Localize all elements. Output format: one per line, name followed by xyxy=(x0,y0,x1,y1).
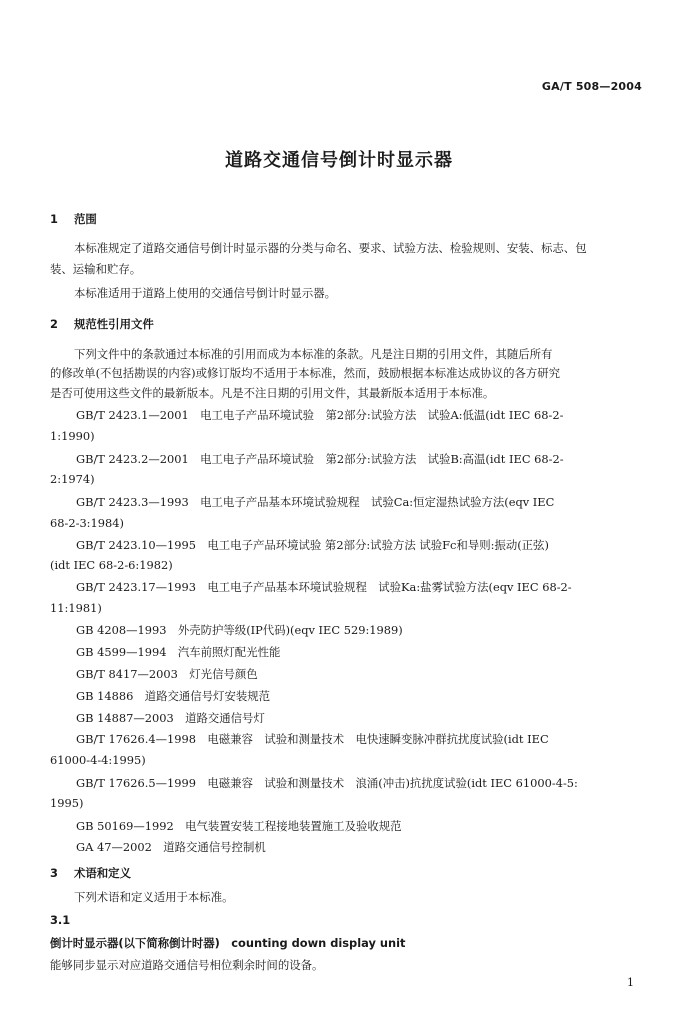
section-2-title: 规范性引用文件 xyxy=(74,317,154,331)
term-definition: 能够同步显示对应道路交通信号相位剩余时间的设备。 xyxy=(50,958,324,972)
section-2-number: 2 xyxy=(50,317,58,331)
reference-11-line-2: 61000-4-4:1995) xyxy=(50,753,146,767)
standard-code: GA/T 508—2004 xyxy=(541,80,642,93)
reference-7: GB 4599—1994 汽车前照灯配光性能 xyxy=(76,645,281,659)
section-3-heading xyxy=(50,865,646,882)
section-3-title: 术语和定义 xyxy=(74,866,131,880)
section-1-number: 1 xyxy=(50,212,58,226)
reference-8: GB/T 8417—2003 灯光信号颜色 xyxy=(76,667,258,681)
reference-2-line-2: 2:1974) xyxy=(50,472,95,486)
section-1-heading xyxy=(50,211,646,228)
reference-10: GB 14887—2003 道路交通信号灯 xyxy=(76,711,265,725)
reference-4-line-2: (idt IEC 68-2-6:1982) xyxy=(50,558,173,572)
section-2-intro-line-1: 下列文件中的条款通过本标准的引用而成为本标准的条款。凡是注日期的引用文件，其随后所有 xyxy=(74,347,553,361)
subsection-3-1-number: 3.1 xyxy=(50,913,71,927)
section-2-heading xyxy=(50,316,646,333)
reference-9: GB 14886 道路交通信号灯安装规范 xyxy=(76,689,271,703)
section-1-paragraph-2: 本标准适用于道路上使用的交通信号倒计时显示器。 xyxy=(74,286,336,300)
reference-14: GA 47—2002 道路交通信号控制机 xyxy=(76,840,266,854)
reference-11-line-1: GB/T 17626.4—1998 电磁兼容 试验和测量技术 电快速瞬变脉冲群抗扰度试验(idt IEC xyxy=(76,732,549,746)
reference-12-line-2: 1995) xyxy=(50,796,84,810)
reference-1-line-2: 1:1990) xyxy=(50,429,95,443)
section-3-intro: 下列术语和定义适用于本标准。 xyxy=(74,890,234,904)
section-3-number: 3 xyxy=(50,866,58,880)
section-2-intro-line-3: 是否可使用这些文件的最新版本。凡是不注日期的引用文件，其最新版本适用于本标准。 xyxy=(50,386,495,400)
section-1-paragraph-1-line-2: 装、运输和贮存。 xyxy=(50,262,142,276)
document-title: 道路交通信号倒计时显示器 xyxy=(225,150,453,171)
section-1-paragraph-1-line-1: 本标准规定了道路交通信号倒计时显示器的分类与命名、要求、试验方法、检验规则、安装、标志、包 xyxy=(74,241,587,255)
page-number: 1 xyxy=(627,976,634,989)
reference-3-line-2: 68-2-3:1984) xyxy=(50,516,124,530)
section-1-title: 范围 xyxy=(74,212,97,226)
section-2-intro-line-2: 的修改单(不包括勘误的内容)或修订版均不适用于本标准，然而，鼓励根据本标准达成协议的各方研究 xyxy=(50,366,561,380)
reference-3-line-1: GB/T 2423.3—1993 电工电子产品基本环境试验规程 试验Ca:恒定湿热试验方法(eqv IEC xyxy=(76,495,555,509)
reference-6: GB 4208—1993 外壳防护等级(IP代码)(eqv IEC 529:1989) xyxy=(76,623,403,637)
reference-2-line-1: GB/T 2423.2—2001 电工电子产品环境试验 第2部分:试验方法 试验B:高温(idt IEC 68-2- xyxy=(76,452,564,466)
reference-4-line-1: GB/T 2423.10—1995 电工电子产品环境试验 第2部分:试验方法 试验Fc和导则:振动(正弦) xyxy=(76,538,549,552)
term-entry: 倒计时显示器(以下简称倒计时器) counting down display unit xyxy=(50,936,406,950)
reference-13: GB 50169—1992 电气装置安装工程接地装置施工及验收规范 xyxy=(76,819,402,833)
reference-12-line-1: GB/T 17626.5—1999 电磁兼容 试验和测量技术 浪涌(冲击)抗扰度试验(idt IEC 61000-4-5: xyxy=(76,776,578,790)
reference-5-line-2: 11:1981) xyxy=(50,601,102,615)
reference-5-line-1: GB/T 2423.17—1993 电工电子产品基本环境试验规程 试验Ka:盐雾试验方法(eqv IEC 68-2- xyxy=(76,580,572,594)
reference-1-line-1: GB/T 2423.1—2001 电工电子产品环境试验 第2部分:试验方法 试验A:低温(idt IEC 68-2- xyxy=(76,408,564,422)
